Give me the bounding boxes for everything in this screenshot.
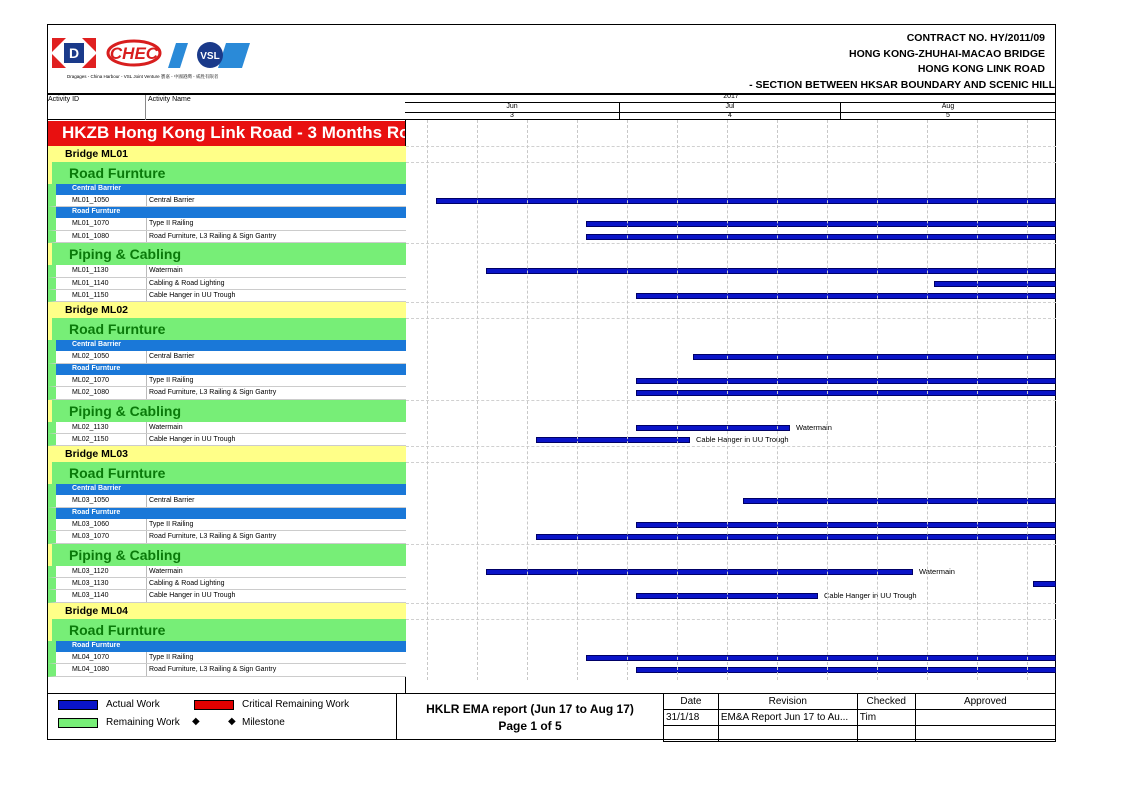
date-value: 31/1/18 xyxy=(664,710,719,726)
legend-critical-label: Critical Remaining Work xyxy=(242,699,350,710)
chart-area xyxy=(405,120,1056,693)
diamond-icon: ◆ xyxy=(192,716,200,727)
svg-text:D: D xyxy=(68,45,80,61)
activity-id: ML03_1060 xyxy=(72,520,109,528)
activity-name: Type II Railing xyxy=(149,653,194,661)
subgroup-label: Road Furnture xyxy=(72,364,121,372)
bridge-header xyxy=(48,446,406,462)
group-header xyxy=(48,400,406,422)
subgroup-header xyxy=(48,508,406,519)
svg-text:CHEC: CHEC xyxy=(109,44,159,63)
activity-name: Cabling & Road Lighting xyxy=(149,279,225,287)
bridge-label: Bridge ML02 xyxy=(65,304,129,317)
activity-name: Road Furniture, L3 Railing & Sign Gantry xyxy=(149,666,277,674)
group-header xyxy=(48,619,406,641)
legend-milestone-label: Milestone xyxy=(242,717,285,728)
bridge-header xyxy=(48,302,406,318)
activity-id: ML02_1150 xyxy=(72,436,109,443)
activity-name: Road Furniture, L3 Railing & Sign Gantry xyxy=(149,533,277,541)
month-jun: Jun xyxy=(506,103,518,110)
legend-actual-swatch xyxy=(58,700,98,710)
activity-id: ML04_1070 xyxy=(72,653,109,661)
revision-header: Revision xyxy=(718,694,857,710)
bridge-label: Bridge ML04 xyxy=(65,604,129,617)
approved-header: Approved xyxy=(915,694,1055,710)
svg-text:VSL: VSL xyxy=(200,51,220,62)
activity-row xyxy=(48,590,406,602)
group-label: Road Furnture xyxy=(69,621,166,638)
activity-id: ML02_1050 xyxy=(72,353,109,361)
activity-row xyxy=(48,422,406,434)
activity-name: Type II Railing xyxy=(149,520,194,528)
project-title-bar xyxy=(48,121,544,146)
bar-label: Watermain xyxy=(919,566,955,576)
month-jul: Jul xyxy=(725,103,735,110)
approval-table xyxy=(663,693,1056,742)
activity-row xyxy=(48,231,406,243)
legend xyxy=(58,700,388,735)
activity-id: ML01_1080 xyxy=(72,232,109,240)
activity-id: ML04_1080 xyxy=(72,666,109,674)
activity-name: Type II Railing xyxy=(149,376,194,384)
activity-name: Road Furniture, L3 Railing & Sign Gantry xyxy=(149,232,277,240)
activity-id: ML02_1070 xyxy=(72,376,109,384)
activity-row xyxy=(48,495,406,507)
activity-name: Watermain xyxy=(149,267,183,275)
activity-row xyxy=(48,387,406,399)
activity-id: ML03_1130 xyxy=(72,580,109,587)
activity-row xyxy=(48,218,406,230)
bridge-label: Bridge ML03 xyxy=(65,448,129,461)
subgroup-header xyxy=(48,340,406,351)
activity-row xyxy=(48,278,406,290)
activity-row xyxy=(48,531,406,543)
project-title: HKZB Hong Kong Link Road - 3 Months Rolling Programme xyxy=(62,123,544,142)
activity-id: ML01_1130 xyxy=(72,267,109,275)
year-label: 2017 xyxy=(723,93,739,100)
activity-row xyxy=(48,578,406,590)
subgroup-header xyxy=(48,184,406,195)
subgroup-label: Central Barrier xyxy=(72,341,122,349)
activity-row xyxy=(48,434,406,446)
bar-label: Watermain xyxy=(796,422,832,432)
activity-row xyxy=(48,351,406,363)
subgroup-label: Road Furnture xyxy=(72,641,121,649)
subgroup-label: Road Furnture xyxy=(72,208,121,216)
group-label: Road Furnture xyxy=(69,165,166,181)
subgroup-label: Central Barrier xyxy=(72,485,122,493)
activity-name: Cabling & Road Lighting xyxy=(149,580,225,587)
activity-name: Cable Hanger in UU Trough xyxy=(149,292,236,299)
activity-name: Cable Hanger in UU Trough xyxy=(149,436,236,443)
activity-id: ML01_1070 xyxy=(72,220,109,228)
activity-id: ML02_1080 xyxy=(72,389,109,397)
timescale-header xyxy=(405,93,1056,120)
activity-row xyxy=(48,664,406,676)
activity-name: Central Barrier xyxy=(149,197,195,204)
bridge-header xyxy=(48,603,406,619)
page-number: Page 1 of 5 xyxy=(498,719,562,733)
legend-actual-label: Actual Work xyxy=(106,699,160,710)
section-name: - SECTION BETWEEN HKSAR BOUNDARY AND SCENIC HILL xyxy=(749,79,1055,91)
week-4: 4 xyxy=(728,112,732,119)
activity-id: ML03_1070 xyxy=(72,533,109,541)
legend-remaining-swatch xyxy=(58,718,98,728)
activity-row xyxy=(48,519,406,531)
activity-name: Type II Railing xyxy=(149,220,194,228)
activity-row xyxy=(48,652,406,664)
activity-row xyxy=(48,290,406,302)
group-header xyxy=(48,462,406,484)
activity-name: Watermain xyxy=(149,567,183,575)
week-3: 3 xyxy=(510,112,514,119)
group-header xyxy=(48,162,406,184)
bar-label: Cable Hanger in UU Trough xyxy=(824,591,917,601)
logo-caption: Dragages - China Harbour - VSL Joint Venture 寶嘉 - 中國港灣 - 威胜有限者 xyxy=(67,74,219,79)
project-name: HONG KONG-ZHUHAI-MACAO BRIDGE xyxy=(849,48,1045,60)
group-header xyxy=(48,243,406,265)
activity-id: ML01_1140 xyxy=(72,279,109,287)
activity-name: Cable Hanger in UU Trough xyxy=(149,592,236,600)
group-header xyxy=(48,544,406,566)
revision-value: EM&A Report Jun 17 to Au... xyxy=(718,710,857,726)
month-aug: Aug xyxy=(941,103,955,110)
group-label: Piping & Cabling xyxy=(69,402,181,419)
activity-row xyxy=(48,375,406,387)
subgroup-header xyxy=(48,207,406,218)
date-header: Date xyxy=(664,694,719,710)
group-label: Road Furnture xyxy=(69,465,166,482)
activity-id: ML01_1050 xyxy=(72,197,109,204)
group-label: Piping & Cabling xyxy=(69,546,181,563)
group-label: Road Furnture xyxy=(69,321,166,338)
activity-id: ML03_1140 xyxy=(72,592,109,600)
activity-id: ML03_1120 xyxy=(72,567,109,575)
dragages-logo-icon xyxy=(52,38,96,68)
legend-critical-swatch xyxy=(194,700,234,710)
bridge-label: Bridge ML01 xyxy=(65,148,129,160)
milestone-diamond-icon: ◆ xyxy=(228,716,236,727)
activity-id: ML01_1150 xyxy=(72,292,109,299)
activity-name: Central Barrier xyxy=(149,497,195,505)
activity-id-header: Activity ID xyxy=(48,96,80,103)
subgroup-header xyxy=(48,484,406,495)
subgroup-label: Central Barrier xyxy=(72,185,122,192)
subgroup-header xyxy=(48,364,406,375)
week-5: 5 xyxy=(946,112,950,119)
road-name: HONG KONG LINK ROAD xyxy=(917,63,1045,75)
activity-row xyxy=(48,566,406,578)
column-header xyxy=(47,93,406,120)
checked-header: Checked xyxy=(857,694,915,710)
bridge-header xyxy=(48,146,406,162)
report-title: HKLR EMA report (Jun 17 to Aug 17) xyxy=(426,702,634,716)
legend-remaining-label: Remaining Work xyxy=(106,717,180,728)
activity-id: ML02_1130 xyxy=(72,423,109,431)
contract-number: CONTRACT NO. HY/2011/09 xyxy=(906,32,1045,44)
activity-name: Central Barrier xyxy=(149,353,195,361)
activity-name-header: Activity Name xyxy=(148,96,191,103)
activity-name: Road Furniture, L3 Railing & Sign Gantry xyxy=(149,389,277,397)
activity-row xyxy=(48,265,406,277)
checked-value: Tim xyxy=(857,710,915,726)
group-label: Piping & Cabling xyxy=(69,246,181,263)
vsl-logo-icon xyxy=(168,42,250,68)
subgroup-label: Road Furnture xyxy=(72,508,121,516)
group-header xyxy=(48,318,406,340)
activity-row xyxy=(48,195,406,207)
chec-logo-icon xyxy=(108,41,160,65)
activity-name: Watermain xyxy=(149,423,183,431)
subgroup-header xyxy=(48,641,406,652)
bar-label: Cable Hanger in UU Trough xyxy=(696,435,789,444)
activity-id: ML03_1050 xyxy=(72,497,109,505)
approved-value xyxy=(915,710,1055,726)
